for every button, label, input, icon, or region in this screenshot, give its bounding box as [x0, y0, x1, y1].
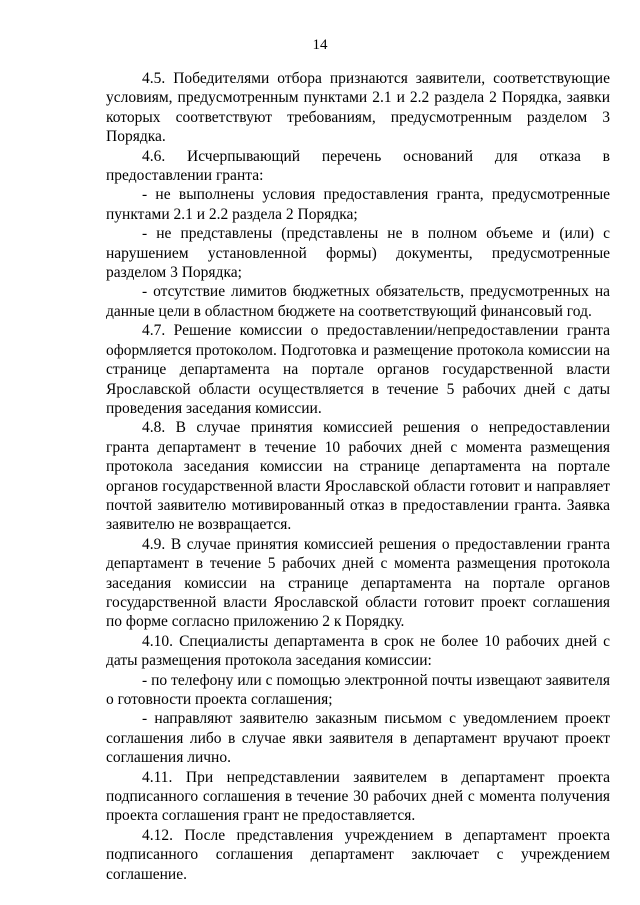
paragraph-4-6: 4.6. Исчерпывающий перечень оснований для отказа в предоставлении гранта: [106, 147, 610, 185]
paragraph-4-11: 4.11. При непредставлении заявителем в департамент проекта подписанного соглашения в течение 30 рабочих дней с момента получения проекта соглашения грант не предоставляется. [106, 768, 610, 825]
document-body [106, 69, 610, 884]
list-item-documents-missing: - не представлены (представлены не в полном объеме и (или) с нарушением установленной формы) документы, предусмотренные разделом 3 Порядка; [106, 225, 610, 282]
paragraph-4-12: 4.12. После представления учреждением в департамент проекта подписанного соглашения департамент заключает с учреждением соглашение. [106, 826, 610, 883]
list-item-no-budget-limits: - отсутствие лимитов бюджетных обязательств, предусмотренных на данные цели в областном бюджете на соответствующий финансовый год. [106, 283, 610, 320]
paragraph-4-8: 4.8. В случае принятия комиссией решения о непредоставлении гранта департамент в течение 10 рабочих дней с момента размещения протокола заседания комиссии на странице департамента на портале органов государственной власти Ярославской области готовит и направляет почтой заявителю мотивированный отказ в предоставлении гранта. Заявка заявителю не возвращается. [106, 419, 610, 534]
paragraph-4-10: 4.10. Специалисты департамента в срок не более 10 рабочих дней с даты размещения протокола заседания комиссии: [106, 632, 610, 670]
list-item-notify-by-phone: - по телефону или с помощью электронной почты извещают заявителя о готовности проекта соглашения; [106, 671, 610, 708]
paragraph-4-7: 4.7. Решение комиссии о предоставлении/непредоставлении гранта оформляется протоколом. Подготовка и размещение протокола комиссии на странице департамента на портале органов государственной власти Ярославской области осуществляется в течение 5 рабочих дней с даты проведения заседания комиссии. [106, 322, 610, 417]
page-number: 14 [312, 37, 328, 53]
paragraph-4-5: 4.5. Победителями отбора признаются заявители, соответствующие условиям, предусмотренным пунктами 2.1 и 2.2 раздела 2 Порядка, заявки которых соответствуют требованиям, предусмотренным разделом 3 Порядка. [106, 70, 610, 146]
list-item-send-by-mail: - направляют заявителю заказным письмом с уведомлением проект соглашения либо в случае явки заявителя в департамент вручают проект соглашения лично. [106, 710, 610, 767]
paragraph-4-9: 4.9. В случае принятия комиссией решения о предоставлении гранта департамент в течение 5 рабочих дней с момента размещения протокола заседания комиссии на странице департамента на портале органов государственной власти Ярославской области готовит проект соглашения по форме согласно приложению 2 к Порядку. [106, 535, 610, 631]
list-item-conditions-not-met: - не выполнены условия предоставления гранта, предусмотренные пунктами 2.1 и 2.2 раздела 2 Порядка; [106, 186, 610, 223]
